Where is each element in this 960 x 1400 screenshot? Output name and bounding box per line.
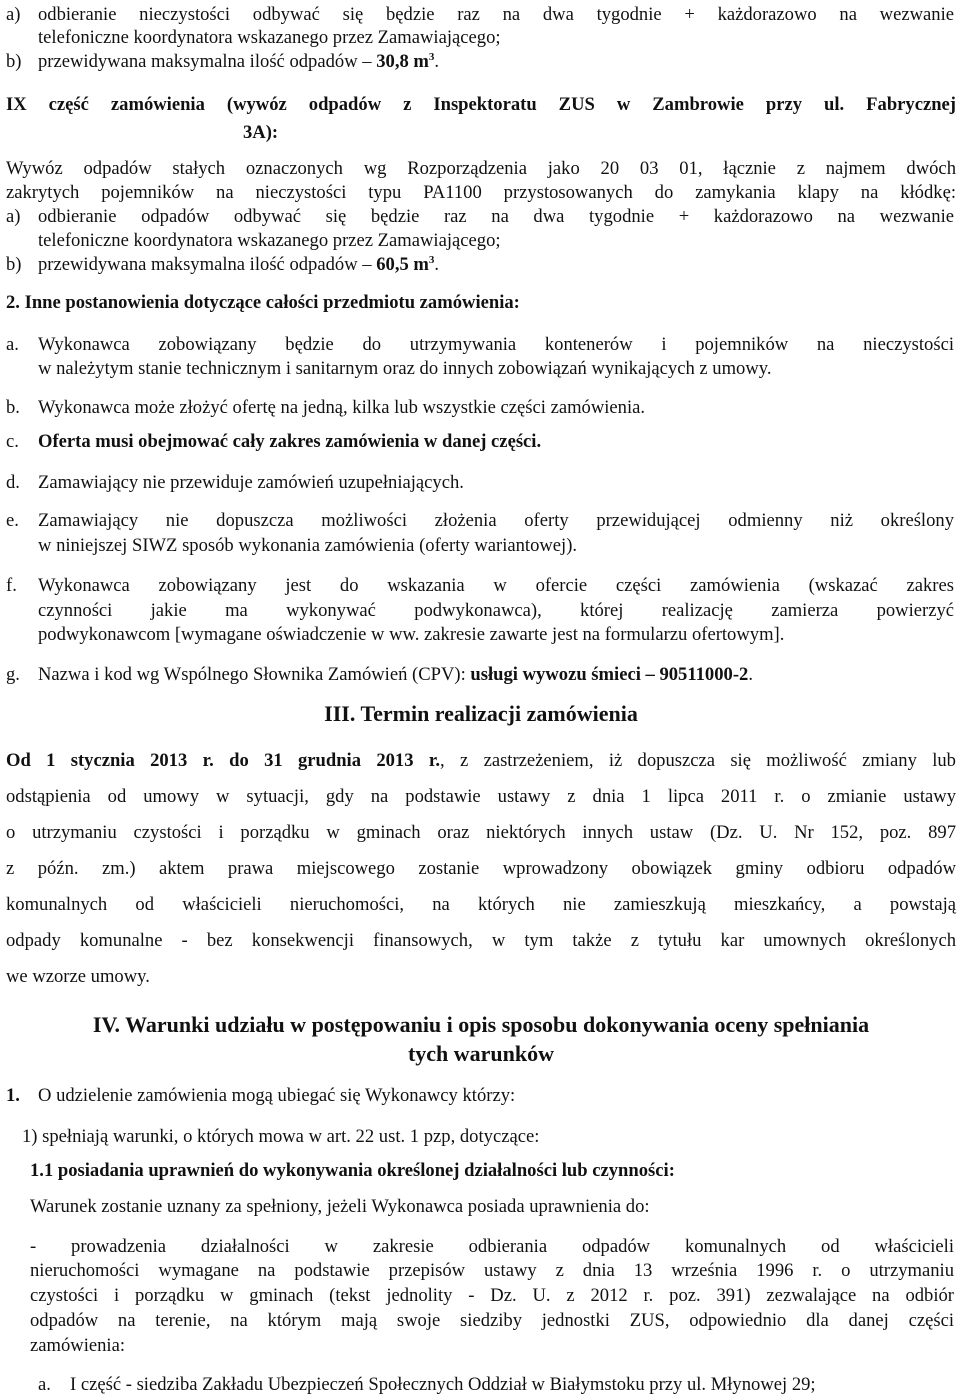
quantity-value: 60,5 m <box>376 254 429 275</box>
part-heading: 3A): <box>243 122 279 143</box>
paragraph-line: we wzorze umowy. <box>6 966 150 987</box>
paragraph-line: odpady komunalne - bez konsekwencji finansowych, w tym także z tytułu kar umownych określonych <box>6 930 956 951</box>
list-item-text: telefoniczne koordynatora wskazanego przez Zamawiającego; <box>38 230 501 251</box>
list-item-text <box>38 51 954 73</box>
paragraph-line: z późn. zm.) aktem prawa miejscowego zostanie wprowadzony obowiązek gminy odbioru odpadów <box>6 858 956 879</box>
section-heading: 2. Inne postanowienia dotyczące całości przedmiotu zamówienia: <box>6 292 520 313</box>
superscript: 3 <box>428 253 435 266</box>
list-item-text: Wykonawca może złożyć ofertę na jedną, kilka lub wszystkie części zamówienia. <box>38 397 646 418</box>
paragraph-line: komunalnych od właścicieli nieruchomości, na których nie zamieszkują mieszkańcy, a powstają <box>6 894 956 915</box>
list-item-text: I część - siedziba Zakładu Ubezpieczeń Społecznych Oddział w Białymstoku przy ul. Młynowej 29; <box>70 1374 816 1395</box>
paragraph-line: zakrytych pojemników na nieczystości typu PA1100 przystosowanych do zamykania klapy na kłódkę: <box>6 182 956 203</box>
list-item-text: Oferta musi obejmować cały zakres zamówienia w danej części. <box>38 431 542 452</box>
paragraph-line: odpadów na terenie, na którym mają swoje siedziby jednostki ZUS, odpowiednio dla danej części <box>30 1310 954 1331</box>
paragraph-line: Wywóz odpadów stałych oznaczonych wg Rozporządzenia jako 20 03 01, łącznie z najmem dwóch <box>6 158 956 179</box>
quantity-value: 30,8 m <box>376 51 429 72</box>
list-label: 1. <box>6 1085 20 1106</box>
list-item-text: telefoniczne koordynatora wskazanego przez Zamawiającego; <box>38 27 501 48</box>
section-heading: III. Termin realizacji zamówienia <box>324 701 638 726</box>
list-item-text: odbieranie nieczystości odbywać się będzie raz na dwa tygodnie + każdorazowo na wezwanie <box>38 4 954 25</box>
list-item-text: odbieranie odpadów odbywać się będzie raz na dwa tygodnie + każdorazowo na wezwanie <box>38 206 954 227</box>
paragraph-line: zamówienia: <box>30 1335 125 1356</box>
part-heading: IX część zamówienia (wywóz odpadów z Inspektoratu ZUS w Zambrowie przy ul. Fabrycznej <box>6 94 956 115</box>
list-label: c. <box>6 431 19 452</box>
paragraph-line <box>6 750 956 772</box>
list-label: b) <box>6 254 22 275</box>
text-run: Nazwa i kod wg Wspólnego Słownika Zamówień (CPV): <box>38 664 471 685</box>
paragraph-line: odstąpienia od umowy w sytuacji, gdy na podstawie ustawy z dnia 1 lipca 2011 r. o zmianie ustawy <box>6 786 956 807</box>
list-item-text: czynności jakie ma wykonywać podwykonawca), której realizację zamierza powierzyć <box>38 600 954 621</box>
cpv-code: usługi wywozu śmieci – 90511000-2 <box>470 664 749 685</box>
list-label: g. <box>6 664 20 685</box>
list-label: a) <box>6 206 21 227</box>
list-label: f. <box>6 575 17 596</box>
list-item-text: Zamawiający nie przewiduje zamówień uzupełniających. <box>38 472 464 493</box>
list-item-text: podwykonawcom [wymagane oświadczenie w ww. zakresie zawarte jest na formularzu ofertowym]. <box>38 624 785 645</box>
list-label: e. <box>6 510 19 531</box>
paragraph-line: Warunek zostanie uznany za spełniony, jeżeli Wykonawca posiada uprawnienia do: <box>30 1196 650 1217</box>
text-run: przewidywana maksymalna ilość odpadów – <box>38 254 377 275</box>
paragraph-line: czystości i porządku w gminach (tekst jednolity - Dz. U. z 2012 r. poz. 391) zezwalające na odbiór <box>30 1285 954 1306</box>
superscript: 3 <box>428 50 435 63</box>
list-item-text: Zamawiający nie dopuszcza możliwości złożenia oferty przewidującej odmienny niż określony <box>38 510 954 531</box>
sub-item: 1) spełniają warunki, o których mowa w art. 22 ust. 1 pzp, dotyczące: <box>22 1126 540 1147</box>
paragraph-line: o utrzymaniu czystości i porządku w gminach oraz niektórych innych ustaw (Dz. U. Nr 152, poz. 897 <box>6 822 956 843</box>
list-item-text: O udzielenie zamówienia mogą ubiegać się Wykonawcy którzy: <box>38 1085 516 1106</box>
list-item-text: Wykonawca zobowiązany jest do wskazania w ofercie części zamówienia (wskazać zakres <box>38 575 954 596</box>
section-heading: IV. Warunki udziału w postępowaniu i opis sposobu dokonywania oceny spełniania <box>92 1012 870 1037</box>
list-label: b) <box>6 51 22 72</box>
cpv-code-line <box>38 664 954 686</box>
list-label: a. <box>38 1374 51 1395</box>
list-label: d. <box>6 472 20 493</box>
text-run: , z zastrzeżeniem, iż dopuszcza się możliwość zmiany lub <box>440 750 956 771</box>
list-item-text: w należytym stanie technicznym i sanitarnym oraz do innych zobowiązań wynikających z umowy. <box>38 358 772 379</box>
list-label: b. <box>6 397 20 418</box>
text-run: . <box>434 254 440 275</box>
list-item-text <box>38 254 954 276</box>
list-item-text: w niniejszej SIWZ sposób wykonania zamówienia (oferty wariantowej). <box>38 535 578 556</box>
text-run: przewidywana maksymalna ilość odpadów – <box>38 51 377 72</box>
paragraph-line: nieruchomości wymagane na podstawie przepisów ustawy z dnia 13 września 1996 r. o utrzymaniu <box>30 1260 954 1281</box>
list-label: a) <box>6 4 21 25</box>
text-run: . <box>748 664 753 685</box>
sub-item-heading: 1.1 posiadania uprawnień do wykonywania określonej działalności lub czynności: <box>30 1160 675 1181</box>
list-item-text: Wykonawca zobowiązany będzie do utrzymywania kontenerów i pojemników na nieczystości <box>38 334 954 355</box>
section-heading: tych warunków <box>407 1041 555 1066</box>
list-label: a. <box>6 334 19 355</box>
paragraph-line: - prowadzenia działalności w zakresie odbierania odpadów komunalnych od właścicieli <box>30 1236 954 1257</box>
term-dates: Od 1 stycznia 2013 r. do 31 grudnia 2013 r. <box>6 750 441 771</box>
text-run: . <box>434 51 440 72</box>
